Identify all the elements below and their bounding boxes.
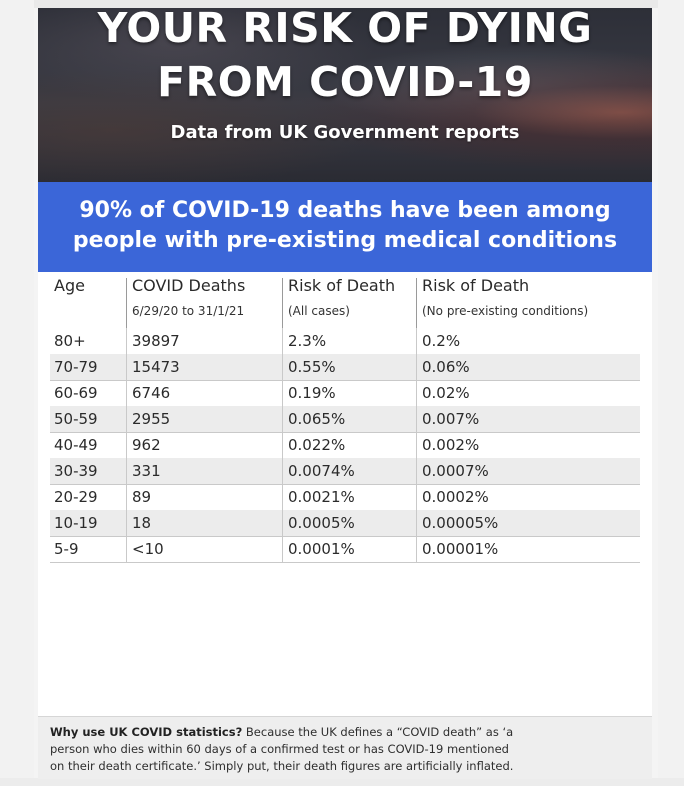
footnote-box [38,716,652,779]
cell-deaths: 89 [132,488,152,506]
row-divider [282,484,283,510]
cell-risk-all: 0.022% [288,436,346,454]
row-divider [416,484,417,510]
header-risk-none-sub: (No pre-existing conditions) [422,304,589,318]
cell-age: 10-19 [54,514,98,532]
row-divider [282,406,283,432]
cell-age: 30-39 [54,462,98,480]
hero-header [38,8,652,182]
cell-risk-all: 0.0021% [288,488,355,506]
row-divider [126,484,127,510]
cell-deaths: 18 [132,514,152,532]
cell-deaths: 331 [132,462,161,480]
row-divider [416,458,417,484]
row-divider [416,536,417,562]
footnote-lead: Why use UK COVID statistics? [50,725,243,739]
footnote-line1-text: Because the UK defines a “COVID death” as ‘a [242,725,514,739]
row-divider [126,536,127,562]
cell-risk-none: 0.00005% [422,514,499,532]
cell-risk-none: 0.02% [422,384,470,402]
row-divider [416,406,417,432]
cell-risk-none: 0.0007% [422,462,489,480]
cell-risk-none: 0.00001% [422,540,499,558]
banner-line1: 90% of COVID-19 deaths have been among [79,198,611,223]
screenshot-frame-top [0,0,684,8]
cell-risk-none: 0.002% [422,436,480,454]
row-divider [126,432,127,458]
cell-age: 50-59 [54,410,98,428]
row-divider [282,380,283,406]
row-divider [416,354,417,380]
cell-risk-none: 0.0002% [422,488,489,506]
table-row [50,328,640,355]
table-row [50,406,640,433]
header-covid-deaths: COVID Deaths [132,276,246,295]
table-row [50,354,640,381]
cell-deaths: 6746 [132,384,171,402]
header-risk-all-sub: (All cases) [288,304,350,318]
cell-age: 60-69 [54,384,98,402]
table-row [50,458,640,485]
row-divider [416,432,417,458]
row-divider [126,328,127,354]
table-row [50,484,640,511]
header-risk-all: Risk of Death [288,276,396,295]
row-divider [126,406,127,432]
table-row [50,510,640,537]
header-divider [126,278,127,330]
cell-age: 70-79 [54,358,98,376]
footnote-line2: person who dies within 60 days of a confirmed test or has COVID-19 mentioned [50,742,509,756]
footnote-line1 [50,725,650,739]
statistic-banner [38,182,652,272]
header-covid-deaths-sub: 6/29/20 to 31/1/21 [132,304,245,318]
table-row [50,536,640,563]
row-divider [282,536,283,562]
table-row [50,432,640,459]
screenshot-frame-bottom [0,778,684,786]
cell-age: 20-29 [54,488,98,506]
row-divider [282,328,283,354]
cell-risk-none: 0.06% [422,358,470,376]
row-divider [416,510,417,536]
cell-risk-none: 0.007% [422,410,480,428]
cell-deaths: <10 [132,540,164,558]
table-row [50,380,640,407]
banner-line2: people with pre-existing medical conditions [72,228,618,253]
cell-risk-none: 0.2% [422,332,461,350]
header-risk-none: Risk of Death [422,276,530,295]
cell-risk-all: 0.0074% [288,462,355,480]
row-divider [126,458,127,484]
screenshot-frame-right [658,0,684,786]
header-age: Age [54,276,85,295]
hero-title-line2: FROM COVID-19 [157,58,533,106]
row-divider [416,380,417,406]
cell-risk-all: 0.0001% [288,540,355,558]
hero-title-line1: YOUR RISK OF DYING [97,8,593,52]
cell-age: 40-49 [54,436,98,454]
row-divider [126,510,127,536]
cell-risk-all: 0.0005% [288,514,355,532]
cell-risk-all: 0.065% [288,410,346,428]
row-divider [126,380,127,406]
cell-risk-all: 2.3% [288,332,327,350]
row-divider [282,458,283,484]
cell-deaths: 39897 [132,332,180,350]
hero-subtitle: Data from UK Government reports [170,122,520,143]
screenshot-frame-left [0,0,34,786]
cell-deaths: 2955 [132,410,171,428]
cell-risk-all: 0.55% [288,358,336,376]
cell-age: 5-9 [54,540,79,558]
cell-age: 80+ [54,332,86,350]
infographic-card [38,8,652,778]
header-divider [416,278,417,330]
header-divider [282,278,283,330]
cell-deaths: 962 [132,436,161,454]
row-divider [282,510,283,536]
row-divider [416,328,417,354]
cell-risk-all: 0.19% [288,384,336,402]
footnote-line3: on their death certificate.’ Simply put, their death figures are artificially inflated. [50,759,514,773]
row-divider [126,354,127,380]
row-divider [282,354,283,380]
cell-deaths: 15473 [132,358,180,376]
row-divider [282,432,283,458]
